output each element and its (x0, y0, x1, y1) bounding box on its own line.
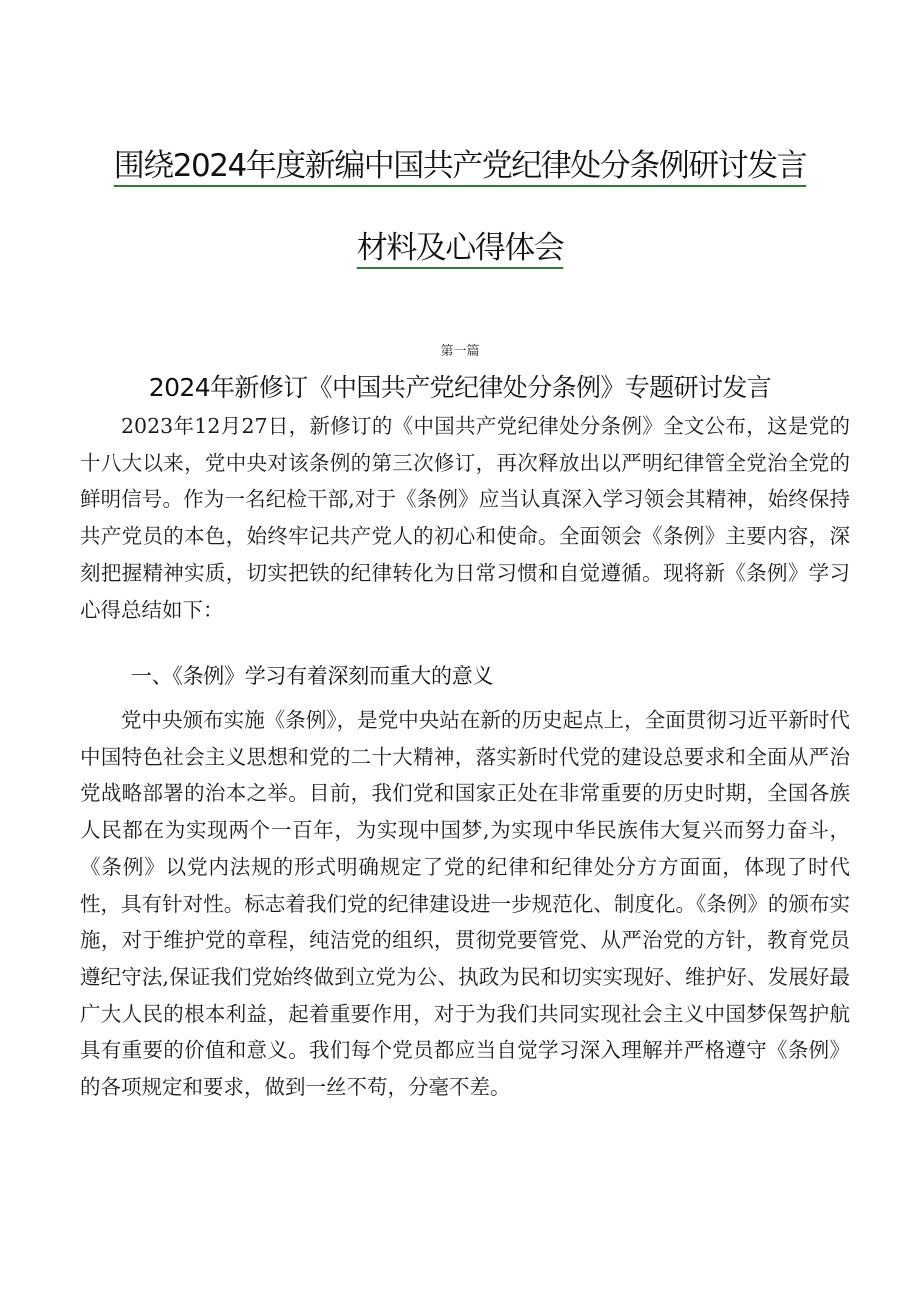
document-title-line-1: 围绕2024年度新编中国共产党纪律处分条例研讨发言 (113, 148, 807, 184)
body-paragraph-1: 2023年12月27日，新修订的《中国共产党纪律处分条例》全文公布，这是党的十八大以来，党中央对该条例的第三次修订，再次释放出以严明纪律管全党治全党的鲜明信号。作为一名纪检干部,对于《条例》应当认真深入学习领会其精神，始终保持共产党员的本色，始终牢记共产党人的初心和使命。全面领会《条例》主要内容，深刻把握精神实质，切实把铁的纪律转化为日常习惯和自觉遵循。现将新《条例》学习心得总结如下： (80, 414, 850, 622)
document-title-line-2: 材料及心得体会 (356, 230, 564, 266)
body-paragraph-2: 党中央颁布实施《条例》，是党中央站在新的历史起点上，全面贯彻习近平新时代中国特色社会主义思想和党的二十大精神，落实新时代党的建设总要求和全面从严治党战略部署的治本之举。目前，我们党和国家正处在非常重要的历史时期，全国各族人民都在为实现两个一百年，为实现中国梦,为实现中华民族伟大复兴而努力奋斗，《条例》以党内法规的形式明确规定了党的纪律和纪律处分方方面面，体现了时代性，具有针对性。标志着我们党的纪律建设进一步规范化、制度化。《条例》的颁布实施，对于维护党的章程，纯洁党的组织，贯彻党要管党、从严治党的方针，教育党员遵纪守法,保证我们党始终做到立党为公、执政为民和切实实现好、维护好、发展好最广大人民的根本利益，起着重要作用，对于为我们共同实现社会主义中国梦保驾护航具有重要的价值和意义。我们每个党员都应当自觉学习深入理解并严格遵守《条例》的各项规定和要求，做到一丝不苟，分毫不差。 (80, 708, 850, 1100)
article-subtitle: 2024年新修订《中国共产党纪律处分条例》专题研讨发言 (148, 373, 772, 402)
section-heading-1: 一、《条例》学习有着深刻而重大的意义 (131, 664, 494, 688)
part-label: 第一篇 (440, 344, 480, 359)
